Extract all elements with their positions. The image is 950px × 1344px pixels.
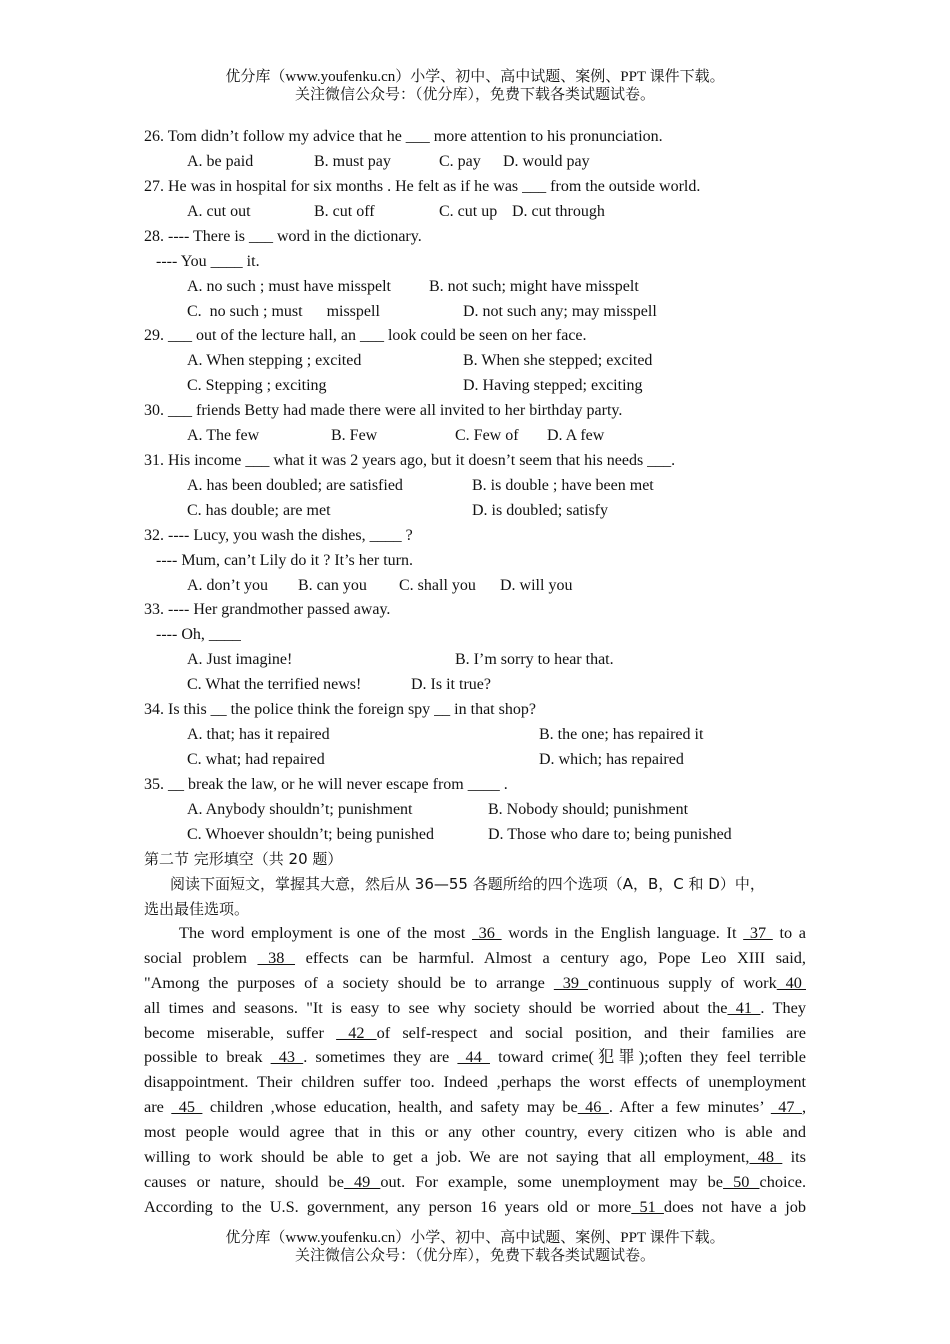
blank-number: 42 <box>336 1022 377 1042</box>
question-31-stem: 31. His income ___ what it was 2 years ago, but it doesn’t seem that his needs ___. <box>144 452 676 469</box>
passage-line: willing to work should be able to get a job. We are not saying that all employment, 48 its <box>144 1147 806 1167</box>
page-footer <box>0 1229 950 1265</box>
footer-line-2: 关注微信公众号：（优分库），免费下载各类试题试卷。 <box>294 1248 655 1264</box>
question-33-stem-2: ---- Oh, ____ <box>156 626 241 643</box>
passage-line: all times and seasons. "It is easy to see why society should be worried about the 41 . They <box>144 997 806 1017</box>
question-34-option-a: A. that; has it repaired <box>187 726 330 743</box>
page-header <box>0 68 950 104</box>
blank-number: 47 <box>770 1097 802 1117</box>
question-35-option-b: B. Nobody should; punishment <box>488 801 689 818</box>
question-32-option-c: C. shall you <box>399 577 476 594</box>
question-26-option-d: D. would pay <box>503 153 590 170</box>
question-27-option-a: A. cut out <box>187 203 251 220</box>
passage-line: possible to break 43 . sometimes they are 44 toward crime(犯罪);often they feel terrible <box>144 1047 806 1067</box>
passage-line: disappointment. Their children suffer too. Indeed ,perhaps the worst effects of unemployment <box>144 1072 806 1092</box>
blank-number: 46 <box>577 1097 609 1117</box>
question-35-option-d: D. Those who dare to; being punished <box>488 826 732 843</box>
question-32-stem-2: ---- Mum, can’t Lily do it ? It’s her turn. <box>156 552 413 569</box>
blank-number: 48 <box>749 1147 783 1167</box>
section-2-title: 第二节 完形填空（共 20 题） <box>144 850 343 868</box>
question-32-option-b: B. can you <box>298 577 367 594</box>
question-26-option-a: A. be paid <box>187 153 254 170</box>
question-34-option-b: B. the one; has repaired it <box>539 726 704 743</box>
passage-line: The word employment is one of the most 36 words in the English language. It 37 to a <box>179 923 806 942</box>
blank-number: 50 <box>723 1171 760 1191</box>
question-33-stem: 33. ---- Her grandmother passed away. <box>144 601 391 618</box>
blank-number: 43 <box>270 1047 304 1067</box>
header-line-1: 优分库（www.youfenku.cn）小学、初中、高中试题、案例、PPT 课件下载。 <box>225 69 725 85</box>
question-31-option-d: D. is doubled; satisfy <box>472 502 608 519</box>
question-28-stem-2: ---- You ____ it. <box>156 253 260 270</box>
question-29-option-a: A. When stepping ; excited <box>187 352 362 369</box>
question-30-option-d: D. A few <box>547 427 605 444</box>
question-28-option-d: D. not such any; may misspell <box>463 303 657 320</box>
passage-line: social problem 38 effects can be harmful. Almost a century ago, Pope Leo XIII said, <box>144 947 806 967</box>
section-2-instruction-2: 选出最佳选项。 <box>144 900 250 918</box>
question-31-option-c: C. has double; are met <box>187 502 331 519</box>
blank-number: 49 <box>343 1171 381 1191</box>
question-35-option-c: C. Whoever shouldn’t; being punished <box>187 826 434 843</box>
question-28-stem: 28. ---- There is ___ word in the dictionary. <box>144 228 422 245</box>
question-27-option-d: D. cut through <box>512 203 605 220</box>
question-32-stem: 32. ---- Lucy, you wash the dishes, ____ ? <box>144 527 413 544</box>
passage-line: causes or nature, should be 49 out. For example, some unemployment may be 50 choice. <box>144 1171 806 1191</box>
footer-line-1: 优分库（www.youfenku.cn）小学、初中、高中试题、案例、PPT 课件下载。 <box>225 1230 725 1246</box>
section-2-instruction-1: 阅读下面短文，掌握其大意，然后从 36—55 各题所给的四个选项（A，B，C 和 D）中， <box>170 875 765 893</box>
question-27-option-c: C. cut up <box>439 203 498 220</box>
question-27-stem: 27. He was in hospital for six months . He felt as if he was ___ from the outside world. <box>144 178 701 195</box>
question-26-stem: 26. Tom didn’t follow my advice that he ___ more attention to his pronunciation. <box>144 128 663 145</box>
passage-line: According to the U.S. government, any person 16 years old or more 51 does not have a job <box>144 1196 806 1216</box>
question-35-stem: 35. __ break the law, or he will never escape from ____ . <box>144 776 508 793</box>
question-30-stem: 30. ___ friends Betty had made there were all invited to her birthday party. <box>144 402 623 419</box>
header-line-2: 关注微信公众号：（优分库），免费下载各类试题试卷。 <box>294 87 655 103</box>
question-29-option-d: D. Having stepped; exciting <box>463 377 643 394</box>
question-26-option-c: C. pay <box>439 153 481 170</box>
question-30-option-c: C. Few of <box>455 427 519 444</box>
blank-number: 39 <box>553 972 588 992</box>
passage-line: are 45 children ,whose education, health, and safety may be 46 . After a few minutes’ 47 , <box>144 1097 806 1117</box>
blank-number: 36 <box>471 923 502 942</box>
question-32-option-d: D. will you <box>500 577 573 594</box>
question-33-option-c: C. What the terrified news! <box>187 676 362 693</box>
question-31-option-a: A. has been doubled; are satisfied <box>187 477 403 494</box>
question-26-option-b: B. must pay <box>314 153 391 170</box>
question-34-option-d: D. which; has repaired <box>539 751 684 768</box>
question-28-option-c: C. no such ; must misspell <box>187 303 380 320</box>
blank-number: 44 <box>457 1047 490 1067</box>
passage-line: become miserable, suffer 42 of self-respect and social position, and their families are <box>144 1022 806 1042</box>
question-30-option-b: B. Few <box>331 427 378 444</box>
blank-number: 40 <box>776 972 806 992</box>
question-29-option-c: C. Stepping ; exciting <box>187 377 327 394</box>
blank-number: 41 <box>727 997 761 1017</box>
question-33-option-d: D. Is it true? <box>411 676 491 693</box>
passage-line: most people would agree that in this or any other country, every citizen who is able and <box>144 1122 806 1142</box>
question-29-option-b: B. When she stepped; excited <box>463 352 653 369</box>
question-33-option-b: B. I’m sorry to hear that. <box>455 651 614 668</box>
question-31-option-b: B. is double ; have been met <box>472 477 654 494</box>
question-34-stem: 34. Is this __ the police think the foreign spy __ in that shop? <box>144 701 536 718</box>
question-33-option-a: A. Just imagine! <box>187 651 293 668</box>
question-27-option-b: B. cut off <box>314 203 375 220</box>
question-29-stem: 29. ___ out of the lecture hall, an ___ look could be seen on her face. <box>144 327 587 344</box>
blank-number: 45 <box>171 1097 203 1117</box>
cloze-passage <box>144 921 806 1220</box>
question-34-option-c: C. what; had repaired <box>187 751 325 768</box>
blank-number: 51 <box>631 1196 664 1216</box>
question-32-option-a: A. don’t you <box>187 577 269 594</box>
blank-number: 38 <box>257 947 296 967</box>
question-28-option-b: B. not such; might have misspelt <box>429 278 639 295</box>
question-30-option-a: A. The few <box>187 427 260 444</box>
blank-number: 37 <box>743 923 773 942</box>
passage-line: "Among the purposes of a society should be to arrange 39 continuous supply of work 40 <box>144 972 806 992</box>
question-35-option-a: A. Anybody shouldn’t; punishment <box>187 801 413 818</box>
question-28-option-a: A. no such ; must have misspelt <box>187 278 391 295</box>
